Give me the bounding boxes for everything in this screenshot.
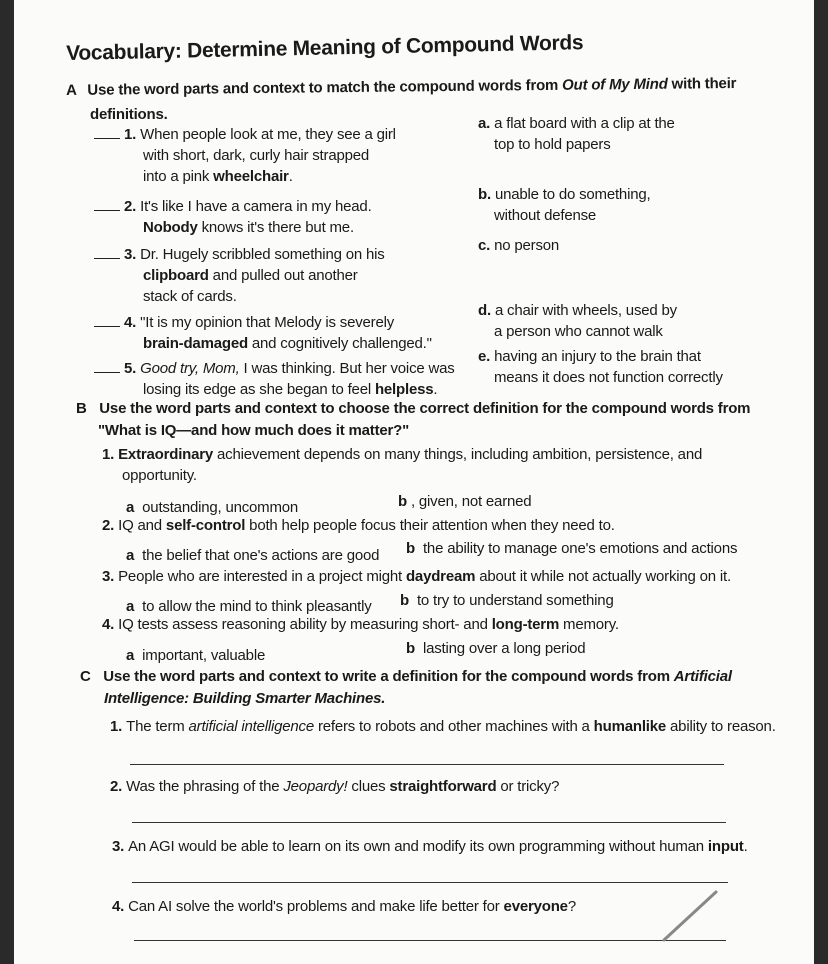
pen-stroke-mark bbox=[654, 880, 724, 950]
answer-blank-2[interactable] bbox=[94, 196, 120, 211]
definition-d: d. a chair with wheels, used by a person who cannot walk bbox=[478, 302, 677, 340]
answer-line-2[interactable] bbox=[132, 822, 726, 823]
choice-item-4: 4. IQ tests assess reasoning ability by measuring short- and long-term memory. bbox=[102, 616, 619, 633]
choice-3-option-b[interactable]: b to try to understand something bbox=[400, 592, 614, 609]
answer-line-4[interactable] bbox=[134, 940, 726, 941]
section-a-instruction-cont: definitions. bbox=[90, 106, 168, 123]
definition-b: b. unable to do something, without defense bbox=[478, 186, 651, 224]
section-b-instruction: B Use the word parts and context to choose the correct definition for the compound words from bbox=[76, 400, 751, 417]
section-c-instruction: C Use the word parts and context to write a definition for the compound words from Artificial bbox=[80, 668, 732, 685]
section-b-instruction-cont: "What is IQ—and how much does it matter?" bbox=[98, 422, 410, 439]
choice-item-2: 2. IQ and self-control both help people focus their attention when they need to. bbox=[102, 517, 615, 534]
match-item-1: 1. When people look at me, they see a girl with short, dark, curly hair strapped into a pink wheelchair. bbox=[94, 124, 396, 187]
answer-blank-4[interactable] bbox=[94, 312, 120, 327]
choice-3-option-a[interactable]: a to allow the mind to think pleasantly bbox=[126, 598, 372, 615]
section-c-instruction-cont: Intelligence: Building Smarter Machines. bbox=[104, 690, 386, 707]
choice-1-option-b[interactable]: b , given, not earned bbox=[398, 493, 532, 510]
answer-line-3[interactable] bbox=[132, 882, 728, 883]
write-item-4: 4. Can AI solve the world's problems and make life better for everyone? bbox=[112, 898, 576, 915]
answer-blank-3[interactable] bbox=[94, 244, 120, 259]
choice-4-option-b[interactable]: b lasting over a long period bbox=[406, 640, 586, 657]
write-item-1: 1. The term artificial intelligence refers to robots and other machines with a humanlike ability to reason. bbox=[110, 718, 776, 735]
choice-2-option-a[interactable]: a the belief that one's actions are good bbox=[126, 547, 380, 564]
answer-blank-1[interactable] bbox=[94, 124, 120, 139]
write-item-3: 3. An AGI would be able to learn on its own and modify its own programming without human input. bbox=[112, 838, 748, 855]
section-b-letter: B bbox=[76, 400, 87, 417]
section-a-letter: A bbox=[66, 81, 78, 99]
section-a-instruction: A Use the word parts and context to match the compound words from Out of My Mind with their bbox=[66, 74, 737, 99]
definition-c: c. no person bbox=[478, 237, 560, 254]
section-c-letter: C bbox=[80, 668, 91, 685]
photo-frame-right bbox=[814, 0, 828, 964]
choice-item-3: 3. People who are interested in a project might daydream about it while not actually working on it. bbox=[102, 568, 731, 585]
choice-item-1: 1. Extraordinary achievement depends on many things, including ambition, persistence, and opportunity. bbox=[102, 446, 703, 484]
photo-frame-left bbox=[0, 0, 14, 964]
match-item-4: 4. "It is my opinion that Melody is severely brain-damaged and cognitively challenged." bbox=[94, 312, 432, 354]
match-item-3: 3. Dr. Hugely scribbled something on his clipboard and pulled out another stack of cards. bbox=[94, 244, 385, 307]
match-item-2: 2. It's like I have a camera in my head. Nobody knows it's there but me. bbox=[94, 196, 372, 238]
choice-2-option-b[interactable]: b the ability to manage one's emotions and actions bbox=[406, 540, 738, 557]
definition-a: a. a flat board with a clip at the top to hold papers bbox=[478, 115, 675, 153]
definition-e: e. having an injury to the brain that means it does not function correctly bbox=[478, 348, 723, 386]
choice-4-option-a[interactable]: a important, valuable bbox=[126, 647, 266, 664]
page-title: Vocabulary: Determine Meaning of Compound Words bbox=[66, 31, 584, 65]
answer-line-1[interactable] bbox=[130, 764, 724, 765]
match-item-5: 5. Good try, Mom, I was thinking. But her voice was losing its edge as she began to feel helpless. bbox=[94, 358, 455, 400]
choice-1-option-a[interactable]: a outstanding, uncommon bbox=[126, 499, 299, 516]
worksheet-page bbox=[14, 0, 814, 964]
answer-blank-5[interactable] bbox=[94, 358, 120, 373]
write-item-2: 2. Was the phrasing of the Jeopardy! clues straightforward or tricky? bbox=[110, 778, 560, 795]
